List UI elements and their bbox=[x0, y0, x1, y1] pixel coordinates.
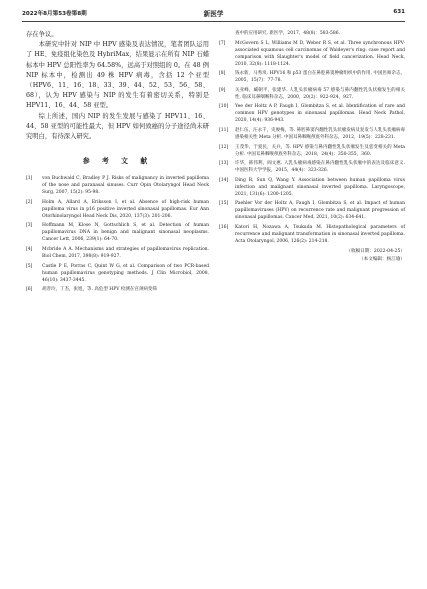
reference-item: [8] 钱永新，马秀岚. HPV16 和 p53 蛋白在鼻腔鼻窦肿瘤组织中的作用. 中国医师杂志，2005，15(7)：77-78. bbox=[219, 71, 405, 84]
reference-item: [11] 赵仁伍，汪永千，史俊梅，等. 鼻腔鼻窦内翻性乳头状瘤发病及复发与人乳头状瘤病毒感染相关性 Meta 分析. 中国耳鼻咽喉颅底外科杂志，2012，19(5)：228-231. bbox=[219, 127, 405, 140]
reference-item: [13] 许华，韩伟利，阎文惠. 人乳头瘤病毒感染在鼻内翻性乳头状瘤中的表达及临床意义. 中国医科大学学报，2015，44(4)：323-326. bbox=[219, 161, 405, 174]
references-list-right bbox=[219, 30, 405, 245]
reference-item: [6] 胡善玲，丁杰，张旭，等. 高危型 HPV 检测在宫颈病变筛 bbox=[26, 287, 157, 293]
reference-item: [14] Ding R, Sun Q, Wang Y. Association between human papilloma virus infection and malignant sinonasal inverted papilloma. Laryngoscope, 2021, 131(6): 1200-1205. bbox=[219, 177, 405, 197]
received-date: （收稿日期：2022-04-25） bbox=[346, 248, 405, 254]
reference-item: [16] Katori H, Nozawa A, Tsukuda M. Histopathological parameters of recurrence and malignant transformation in sinonasal inverted papilloma. Acta Otolaryngol, 2006, 126(2): 214-218. bbox=[219, 224, 405, 244]
reference-item: [10] Yee der Holtz A P, Faugh I, Glombitza S, et al. Identification of rare and common HPV genotypes in sinonasal papillomas. Head Neck Pathol, 2020, 14(4): 936-943. bbox=[219, 104, 405, 124]
journal-title: 新医学 bbox=[203, 10, 224, 18]
reference-item: [2] Holm A, Allard A, Eriksson I, et al. Absence of high-risk human papilloma virus in p16 positive inverted sinonasal papillomas. Eur Ann Otorhinolaryngol Head Neck Dis, 2020, 137(3): 201-206. bbox=[26, 199, 209, 219]
page-number: 631 bbox=[393, 9, 405, 15]
reference-item: [4] Mcbride A A. Mechanisms and strategies of papillomavirus replication. Biol Chem, 2017, 398(8): 919-927. bbox=[26, 247, 209, 260]
reference-item: [1] von Buchwald C, Bradley P J. Risks of malignancy in inverted papilloma of the nose and paranasal sinuses. Curr Opin Otolaryngol Head Neck Surg, 2007, 15(2): 95-98. bbox=[26, 176, 209, 196]
references-heading: 参 考 文 献 bbox=[82, 157, 153, 166]
journal-issue-label: 2022年8月第53卷第8期 bbox=[22, 11, 87, 17]
running-header bbox=[22, 7, 405, 22]
reference-item: [3] Hoffmann M, Klose N, Gottschlich S, et al. Detection of human papillomavirus DNA in benign and malignant sinonasal neoplasms. Cancer Lett, 2006, 239(1): 64-70. bbox=[26, 223, 209, 243]
reference-item-continuation: 查中的应用研究. 新医学，2017，48(8)：583-586. bbox=[235, 31, 341, 36]
reference-item: [15] Paehler Vor der Holtz A, Faugh I, Glombitza S, et al. Impact of human papillomaviruses (HPV) on recurrence rate and malignant progression of sinonasal papillomas. Cancer Med, 2021, 10(2): 634-641. bbox=[219, 201, 405, 221]
body-paragraph-2: 本研究中针对 NIP 中 HPV 感染及表达情况，笔者团队运用了 HE、免疫组化染色及 HybriMax，结果显示在所有 NIP 石蜡标本中 HPV 总阳性率为 64.58%，远高于对照组的 0。在 48 例 NIP 标本中，检测出 49 株 HPV 病毒，含括 12 个亚型（HPV6、11、16、18、33、39、44、52、53、56、58、68），认为 HPV 感染与 NIP 的发生有着密切关系，特别是 HPV11、16、44、58 亚型。 bbox=[26, 41, 209, 110]
editor-note: （本文编辑：杨江瑜） bbox=[359, 256, 405, 262]
body-paragraph-3: 综上所述，国内 NIP 的发生发展与感染了 HPV11、16、44、58 亚型的可能性最大，但 HPV 如何致癌的分子途径尚未研究明白，有待深入研究。 bbox=[26, 112, 209, 141]
left-column bbox=[26, 30, 209, 296]
reference-item: [12] 王茂华，于爱民，关兵，等. HPV 感染与鼻内翻性乳头状瘤发生及恶变相关的 Meta 分析. 中国耳鼻咽喉颅底外科杂志，2018，24(4)：350-355，360. bbox=[219, 144, 405, 157]
body-paragraph-1: 存在争议。 bbox=[26, 31, 58, 38]
reference-item: [5] Castle P E, Porras C, Quint W G, et al. Comparison of two PCR-based human papillomavirus genotyping methods. J Clin Microbiol, 2008, 46(10): 3437-3445. bbox=[26, 263, 209, 283]
right-column bbox=[219, 30, 405, 263]
references-list-left bbox=[26, 175, 209, 293]
reference-item: [7] McGovern S L, Williams M D, Weber R S, et al. Three synchronous HPV-associated squamous cell carcinomas of Waldeyer's ring: case report and comparison with Slaughter's model of field cancerization. Head Neck, 2010, 32(8): 1118-1124. bbox=[219, 40, 405, 67]
reference-item: [9] 关亚峰，臧朝平，张建华. 人乳头状瘤病毒 57 感染与鼻内翻性乳头状瘤发生的相关性. 临床耳鼻咽喉科杂志，2000，20(2)：922-924，927. bbox=[219, 87, 405, 100]
